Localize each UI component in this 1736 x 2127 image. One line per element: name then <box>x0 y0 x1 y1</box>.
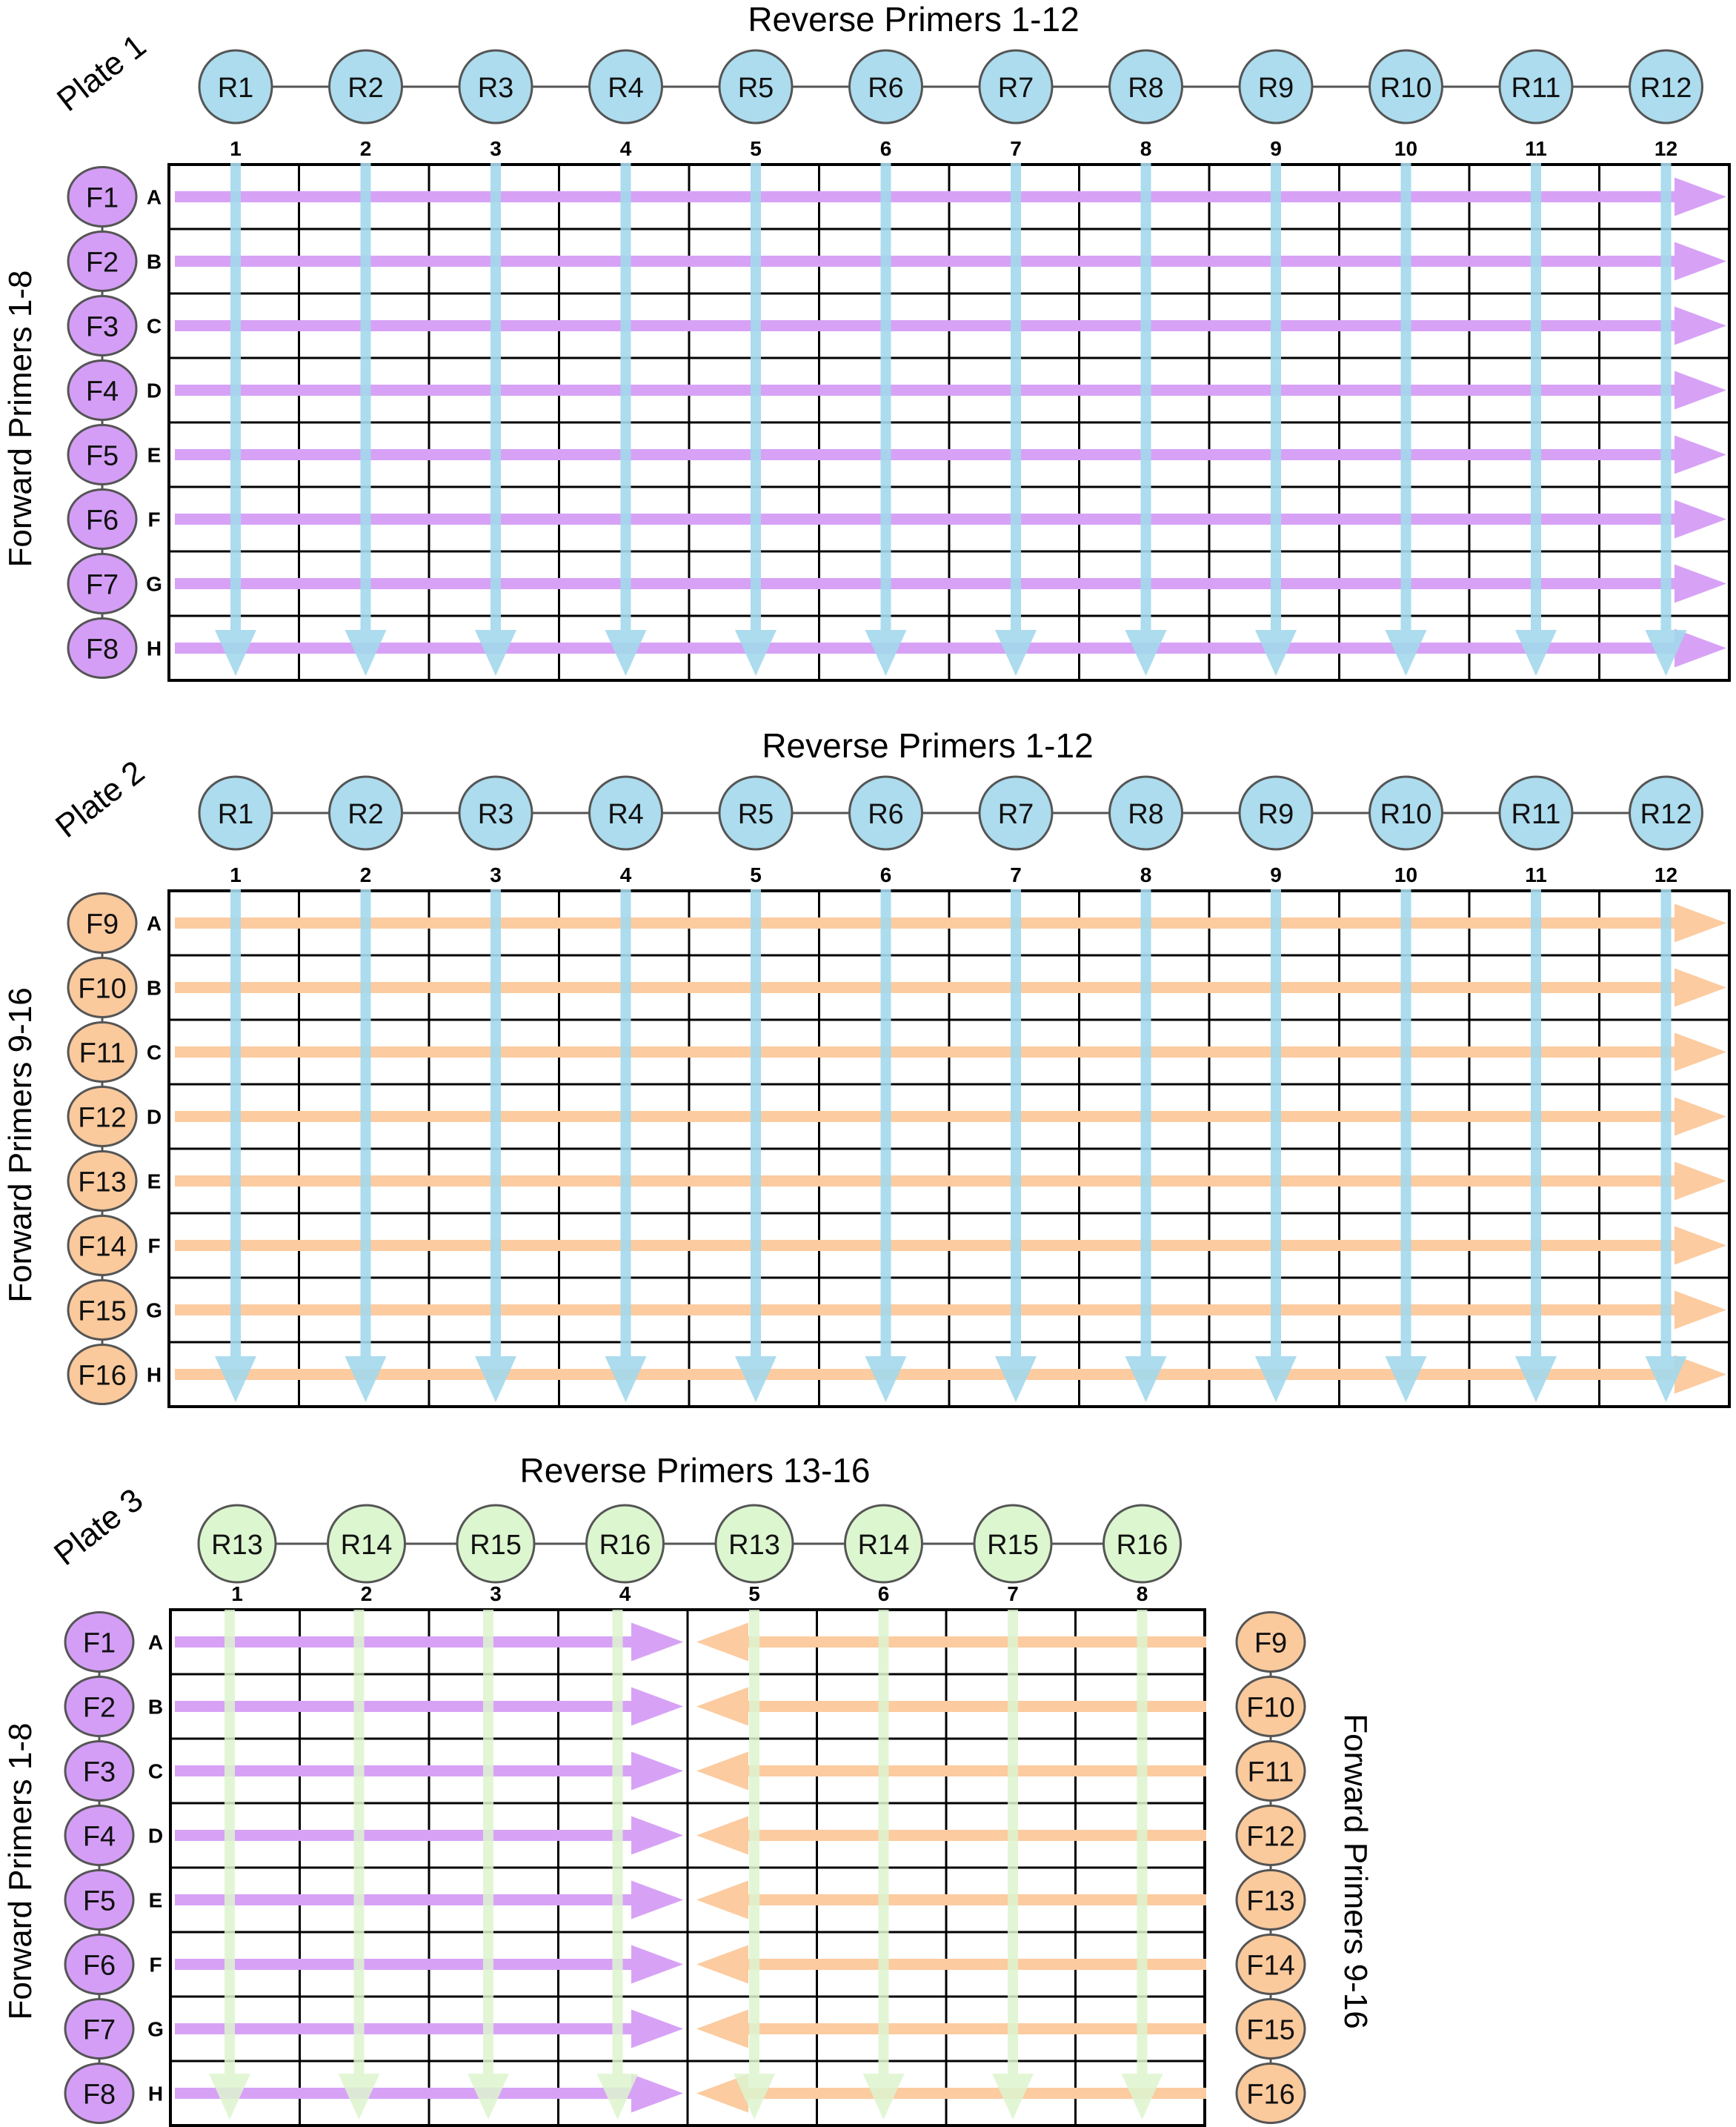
plate3-reverse-arrow-shaft <box>225 1610 235 2074</box>
plate2-forward-arrow-head <box>1675 1291 1726 1330</box>
plate3-forward-left-arrow-head <box>631 1816 683 1855</box>
plate3-reverse-primer-label: R15 <box>987 1530 1039 1561</box>
plate1-forward-arrow-head <box>1675 178 1726 216</box>
plate3-forward-right-arrow-head <box>696 1623 748 1662</box>
plate2-forward-arrow-head <box>1675 1162 1726 1201</box>
plate3-reverse-primer-label: R16 <box>599 1530 651 1561</box>
plate2-forward-primer-label: F9 <box>85 909 119 940</box>
plate2-forward-primer-label: F11 <box>79 1038 126 1069</box>
plate2-reverse-arrow-shaft <box>881 889 891 1356</box>
plate3-forward-left-primer-label: F3 <box>82 1756 116 1788</box>
plate2-forward-primer-label: F13 <box>78 1167 127 1198</box>
plate2-forward-primer-label: F14 <box>78 1231 127 1263</box>
plate2-reverse-arrow-shaft <box>1271 889 1281 1356</box>
plate2-forward-arrow-shaft <box>175 1046 1675 1058</box>
plate1-reverse-primer-label: R9 <box>1257 73 1294 104</box>
plate1-forward-arrow-shaft <box>175 643 1675 654</box>
plate1-reverse-arrow-shaft <box>361 163 371 630</box>
plate-1 <box>68 50 1729 680</box>
plate1-column-number: 3 <box>490 137 502 160</box>
plate1-forward-arrow-shaft <box>175 449 1675 460</box>
plate3-reverse-arrow-shaft <box>879 1610 889 2074</box>
plate2-reverse-primer-label: R11 <box>1511 799 1561 830</box>
plate3-row-letter: C <box>147 1759 164 1783</box>
plate2-row-letter: B <box>146 976 162 1000</box>
plate2-reverse-primer-label: R9 <box>1257 799 1294 830</box>
plate3-reverse-primer-label: R16 <box>1116 1530 1168 1561</box>
plate3-forward-left-arrow-shaft <box>175 2023 631 2034</box>
plate3-column-number: 5 <box>748 1582 760 1605</box>
plate2-reverse-arrow-shaft <box>1661 889 1672 1356</box>
plate2-reverse-arrow-shaft <box>490 889 501 1356</box>
plate2-column-number: 10 <box>1394 863 1418 886</box>
plate2-column-number: 12 <box>1654 863 1678 886</box>
plate1-column-number: 1 <box>230 137 242 160</box>
plate3-forward-left-primer-label: F2 <box>82 1692 116 1724</box>
plate1-reverse-arrow-shaft <box>490 163 501 630</box>
plate3-forward-left-arrow-head <box>631 1688 683 1726</box>
plate2-column-number: 9 <box>1270 863 1282 886</box>
plate3-forward-right-arrow-head <box>696 2010 748 2048</box>
plate1-row-letter: H <box>146 637 162 660</box>
plate3-reverse-arrow-shaft <box>1008 1610 1018 2074</box>
plate3-forward-left-arrow-head <box>631 1945 683 1984</box>
plate3-forward-left-arrow-shaft <box>175 1830 631 1841</box>
plate3-forward-right-primer-label: F9 <box>1254 1627 1288 1659</box>
plate2-forward-arrow-head <box>1675 904 1726 943</box>
plate3-forward-right-primer-label: F16 <box>1246 2079 1295 2111</box>
plate-2 <box>68 777 1729 1407</box>
plate3-row-letter: A <box>147 1630 164 1654</box>
plate3-forward-right-arrow-head <box>696 1945 748 1984</box>
plate2-column-number: 2 <box>359 863 372 886</box>
plate1-reverse-arrow-shaft <box>1401 163 1411 630</box>
plate2-forward-arrow-head <box>1675 1033 1726 1072</box>
plate2-reverse-primer-label: R2 <box>347 799 384 830</box>
plate1-forward-arrow-head <box>1675 371 1726 410</box>
plate1-forward-primer-label: F8 <box>85 634 119 666</box>
plate2-forward-arrow-shaft <box>175 1240 1675 1251</box>
plate2-row-letter: E <box>147 1169 162 1193</box>
plate2-forward-arrow-shaft <box>175 982 1675 993</box>
plate3-row-letter: E <box>148 1888 163 1912</box>
plate1-forward-primer-label: F6 <box>85 505 119 537</box>
plate1-column-number: 9 <box>1270 137 1282 160</box>
plate2-reverse-arrow-shaft <box>230 889 241 1356</box>
plate1-reverse-primer-label: R2 <box>347 73 384 104</box>
plate1-forward-arrow-shaft <box>175 385 1675 396</box>
plate1-row-letter: D <box>146 379 162 402</box>
plate1-column-number: 11 <box>1525 137 1547 160</box>
plate1-reverse-primer-label: R6 <box>868 73 904 104</box>
plate2-reverse-primer-label: R5 <box>737 799 774 830</box>
plate-3 <box>65 1505 1305 2126</box>
plate3-forward-left-arrow-shaft <box>175 1765 631 1776</box>
plate1-forward-primer-label: F4 <box>85 376 119 408</box>
plate3-row-letter: B <box>147 1695 164 1719</box>
plate3-column-number: 4 <box>619 1582 631 1605</box>
plate3-column-number: 6 <box>877 1582 890 1605</box>
plate2-column-number: 6 <box>879 863 892 886</box>
plate3-reverse-arrow-shaft <box>483 1610 493 2074</box>
plate1-column-number: 7 <box>1010 137 1022 160</box>
plate2-column-number: 4 <box>619 863 632 886</box>
plate2-reverse-arrow-shaft <box>751 889 761 1356</box>
plate3-forward-right-side-label: Forward Primers 9-16 <box>1337 1713 1374 2029</box>
plate1-forward-primer-label: F3 <box>85 311 119 343</box>
plate2-reverse-primer-label: R3 <box>477 799 514 830</box>
plate3-forward-left-primer-label: F6 <box>82 1950 116 1982</box>
plate1-row-letter: C <box>146 314 162 338</box>
plate1-column-number: 8 <box>1140 137 1152 160</box>
plate2-forward-primer-label: F10 <box>78 973 127 1005</box>
plate2-row-letter: A <box>146 912 162 935</box>
plate1-reverse-primer-label: R7 <box>997 73 1034 104</box>
plate1-column-number: 2 <box>359 137 372 160</box>
plate3-reverse-primer-label: R13 <box>728 1530 780 1561</box>
plate2-reverse-arrow-shaft <box>621 889 631 1356</box>
plate3-forward-right-arrow-head <box>696 1881 748 1919</box>
plate3-forward-left-primer-label: F8 <box>82 2079 116 2111</box>
plate1-row-letter: A <box>146 185 162 209</box>
plate2-forward-primer-label: F15 <box>78 1295 127 1327</box>
plate1-forward-arrow-shaft <box>175 256 1675 267</box>
plate3-forward-right-arrow-head <box>696 1688 748 1726</box>
plate3-forward-left-side-label: Forward Primers 1-8 <box>2 1722 39 2020</box>
plate2-forward-arrow-head <box>1675 1098 1726 1136</box>
plate3-reverse-arrow-shaft <box>354 1610 365 2074</box>
plate3-reverse-primer-label: R14 <box>340 1530 393 1561</box>
plate2-reverse-primer-label: R8 <box>1128 799 1164 830</box>
plate2-row-letter: D <box>146 1105 162 1129</box>
plate2-row-letter: H <box>146 1363 162 1387</box>
plate3-forward-left-primer-label: F4 <box>82 1821 116 1853</box>
plate3-column-number: 7 <box>1007 1582 1019 1605</box>
plate3-forward-left-arrow-shaft <box>175 1894 631 1905</box>
plate3-forward-right-primer-label: F12 <box>1246 1821 1295 1853</box>
plate2-column-number: 3 <box>490 863 502 886</box>
plate2-column-number: 5 <box>750 863 762 886</box>
plate2-label: Plate 2 <box>49 754 152 846</box>
plate3-label: Plate 3 <box>47 1481 150 1573</box>
plate1-label: Plate 1 <box>50 27 153 119</box>
plate1-reverse-arrow-shaft <box>881 163 891 630</box>
plate3-forward-left-arrow-shaft <box>175 1959 631 1970</box>
plate2-forward-side-label: Forward Primers 9-16 <box>2 987 39 1303</box>
plate2-forward-arrow-head <box>1675 969 1726 1007</box>
plate2-reverse-primer-label: R10 <box>1380 799 1432 830</box>
plate2-column-number: 11 <box>1525 863 1547 886</box>
plate3-forward-left-arrow-head <box>631 1881 683 1919</box>
plate3-forward-right-primer-label: F11 <box>1247 1756 1294 1788</box>
plate1-forward-arrow-head <box>1675 500 1726 539</box>
plate1-reverse-arrow-shaft <box>1531 163 1541 630</box>
plate1-forward-arrow-head <box>1675 436 1726 474</box>
plate3-reverse-arrow-shaft <box>749 1610 759 2074</box>
plate2-reverse-arrow-shaft <box>1401 889 1411 1356</box>
plate1-reverse-primer-label: R1 <box>217 73 254 104</box>
plate1-reverse-primer-label: R4 <box>608 73 644 104</box>
plate2-reverse-arrow-shaft <box>1531 889 1541 1356</box>
plate2-reverse-arrow-shaft <box>1011 889 1021 1356</box>
plate1-reverse-primer-label: R10 <box>1380 73 1432 104</box>
plate3-reverse-arrow-shaft <box>613 1610 623 2074</box>
plate3-forward-right-arrow-head <box>696 1816 748 1855</box>
plate2-row-letter: F <box>147 1234 161 1258</box>
plate1-forward-primer-label: F7 <box>85 569 119 601</box>
plate1-reverse-primer-label: R11 <box>1511 73 1561 104</box>
plate1-reverse-arrow-shaft <box>751 163 761 630</box>
plate1-reverse-primer-label: R3 <box>477 73 514 104</box>
plate1-column-number: 10 <box>1394 137 1418 160</box>
plate3-forward-left-primer-label: F5 <box>82 1885 116 1917</box>
plate1-reverse-primer-label: R5 <box>737 73 774 104</box>
plate3-row-letter: F <box>149 1953 162 1977</box>
plate2-column-number: 8 <box>1140 863 1152 886</box>
plate2-row-letter: C <box>146 1041 162 1064</box>
plate1-forward-side-label: Forward Primers 1-8 <box>2 270 39 568</box>
plate1-forward-arrow-shaft <box>175 514 1675 525</box>
plate3-row-letter: H <box>147 2082 164 2106</box>
plate2-forward-arrow-shaft <box>175 1304 1675 1315</box>
plate1-forward-primer-label: F5 <box>85 440 119 472</box>
plate3-column-number: 3 <box>490 1582 502 1605</box>
plate2-forward-arrow-shaft <box>175 1111 1675 1122</box>
plate1-reverse-arrow-shaft <box>621 163 631 630</box>
plate2-forward-primer-label: F12 <box>78 1102 127 1134</box>
plate3-column-number: 8 <box>1136 1582 1148 1605</box>
plate1-reverse-arrow-shaft <box>1661 163 1672 630</box>
plate3-reverse-primer-label: R13 <box>211 1530 263 1561</box>
plate1-reverse-arrow-shaft <box>1141 163 1151 630</box>
plate2-reverse-primer-label: R7 <box>997 799 1034 830</box>
plate1-forward-arrow-head <box>1675 307 1726 345</box>
plate3-forward-left-arrow-head <box>631 2010 683 2048</box>
plate3-forward-right-primer-label: F10 <box>1246 1692 1295 1724</box>
plate2-forward-arrow-shaft <box>175 918 1675 929</box>
plate1-reverse-primer-label: R12 <box>1640 73 1692 104</box>
plate1-column-number: 4 <box>619 137 632 160</box>
plate3-reverse-primer-label: R14 <box>857 1530 910 1561</box>
plate2-reverse-primer-label: R6 <box>868 799 904 830</box>
plate1-row-letter: F <box>147 508 161 531</box>
plate3-forward-left-arrow-head <box>631 1752 683 1791</box>
plate3-forward-left-primer-label: F1 <box>82 1627 116 1659</box>
plate3-reverse-primer-label: R15 <box>470 1530 522 1561</box>
plate3-title: Reverse Primers 13-16 <box>519 1451 871 1490</box>
plate3-forward-left-arrow-shaft <box>175 1636 631 1647</box>
plate1-column-number: 5 <box>750 137 762 160</box>
plate1-reverse-arrow-shaft <box>230 163 241 630</box>
plate3-row-letter: G <box>147 2017 164 2041</box>
plate3-forward-right-primer-label: F14 <box>1246 1950 1295 1982</box>
plate2-reverse-arrow-shaft <box>361 889 371 1356</box>
plate2-column-number: 7 <box>1010 863 1022 886</box>
plate1-forward-arrow-head <box>1675 242 1726 281</box>
plate1-reverse-arrow-shaft <box>1271 163 1281 630</box>
plate3-forward-left-arrow-shaft <box>175 1701 631 1712</box>
plate1-title: Reverse Primers 1-12 <box>748 0 1080 39</box>
plate2-row-letter: G <box>146 1298 162 1322</box>
plate1-column-number: 12 <box>1654 137 1678 160</box>
plate3-forward-left-arrow-head <box>631 1623 683 1662</box>
plate2-forward-arrow-head <box>1675 1227 1726 1265</box>
plate1-row-letter: B <box>146 250 162 273</box>
plate1-forward-arrow-shaft <box>175 578 1675 589</box>
plate2-reverse-primer-label: R1 <box>217 799 254 830</box>
plate1-reverse-primer-label: R8 <box>1128 73 1164 104</box>
plate2-title: Reverse Primers 1-12 <box>762 726 1094 765</box>
plate1-reverse-arrow-shaft <box>1011 163 1021 630</box>
plate1-forward-primer-label: F1 <box>85 182 119 214</box>
plate3-column-number: 1 <box>231 1582 243 1605</box>
plate1-forward-arrow-shaft <box>175 191 1675 202</box>
plate2-forward-arrow-shaft <box>175 1175 1675 1187</box>
plate3-column-number: 2 <box>360 1582 373 1605</box>
plate1-forward-arrow-head <box>1675 565 1726 603</box>
plate2-forward-primer-label: F16 <box>78 1360 127 1392</box>
plate3-forward-right-arrow-head <box>696 1752 748 1791</box>
plate3-forward-left-primer-label: F7 <box>82 2014 116 2046</box>
plate1-forward-arrow-shaft <box>175 320 1675 331</box>
plate2-forward-arrow-shaft <box>175 1369 1675 1380</box>
plate1-column-number: 6 <box>879 137 892 160</box>
plate3-forward-right-primer-label: F15 <box>1246 2014 1295 2046</box>
plate3-reverse-arrow-shaft <box>1137 1610 1148 2074</box>
plate1-row-letter: G <box>146 572 162 596</box>
plate1-row-letter: E <box>147 443 162 467</box>
plate2-reverse-arrow-shaft <box>1141 889 1151 1356</box>
plate2-column-number: 1 <box>230 863 242 886</box>
plate3-row-letter: D <box>147 1824 164 1848</box>
plate2-reverse-primer-label: R12 <box>1640 799 1692 830</box>
plate2-reverse-primer-label: R4 <box>608 799 644 830</box>
plate3-forward-right-primer-label: F13 <box>1246 1885 1295 1917</box>
plate3-forward-left-arrow-head <box>631 2074 683 2113</box>
plate1-forward-primer-label: F2 <box>85 247 119 279</box>
